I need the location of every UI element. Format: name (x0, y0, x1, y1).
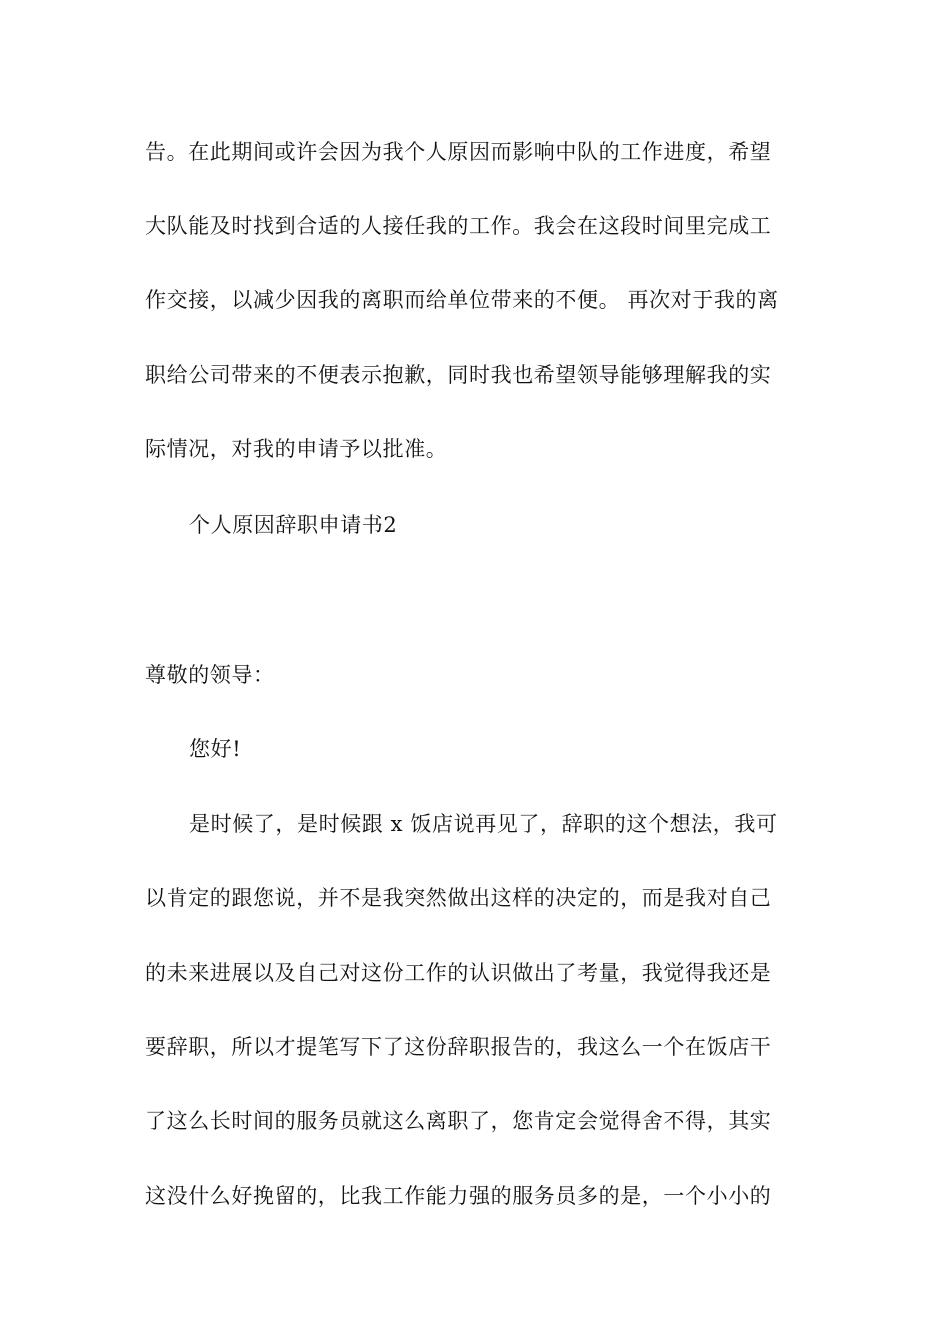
paragraph-line: 要辞职，所以才提笔写下了这份辞职报告的，我这么一个在饭店干 (145, 1035, 772, 1059)
paragraph-line: 作交接，以减少因我的离职而给单位带来的不便。 再次对于我的离 (145, 288, 779, 312)
section-title: 个人原因辞职申请书2 (189, 513, 398, 537)
salutation: 尊敬的领导： (145, 663, 275, 687)
paragraph-line: 是时候了，是时候跟 x 饭店说再见了，辞职的这个想法，我可 (189, 812, 778, 836)
paragraph-line: 以肯定的跟您说，并不是我突然做出这样的决定的，而是我对自己 (145, 886, 772, 910)
paragraph-line: 了这么长时间的服务员就这么离职了，您肯定会觉得舍不得，其实 (145, 1109, 772, 1133)
greeting: 您好! (189, 737, 242, 761)
paragraph-line: 的未来进展以及自己对这份工作的认识做出了考量，我觉得我还是 (145, 961, 772, 985)
paragraph-line: 大队能及时找到合适的人接任我的工作。我会在这段时间里完成工 (145, 214, 772, 238)
paragraph-line: 际情况，对我的申请予以批准。 (145, 437, 448, 461)
paragraph-line: 告。在此期间或许会因为我个人原因而影响中队的工作进度，希望 (145, 140, 772, 164)
paragraph-line: 这没什么好挽留的，比我工作能力强的服务员多的是，一个小小的 (145, 1184, 772, 1208)
paragraph-line: 职给公司带来的不便表示抱歉，同时我也希望领导能够理解我的实 (145, 363, 772, 387)
